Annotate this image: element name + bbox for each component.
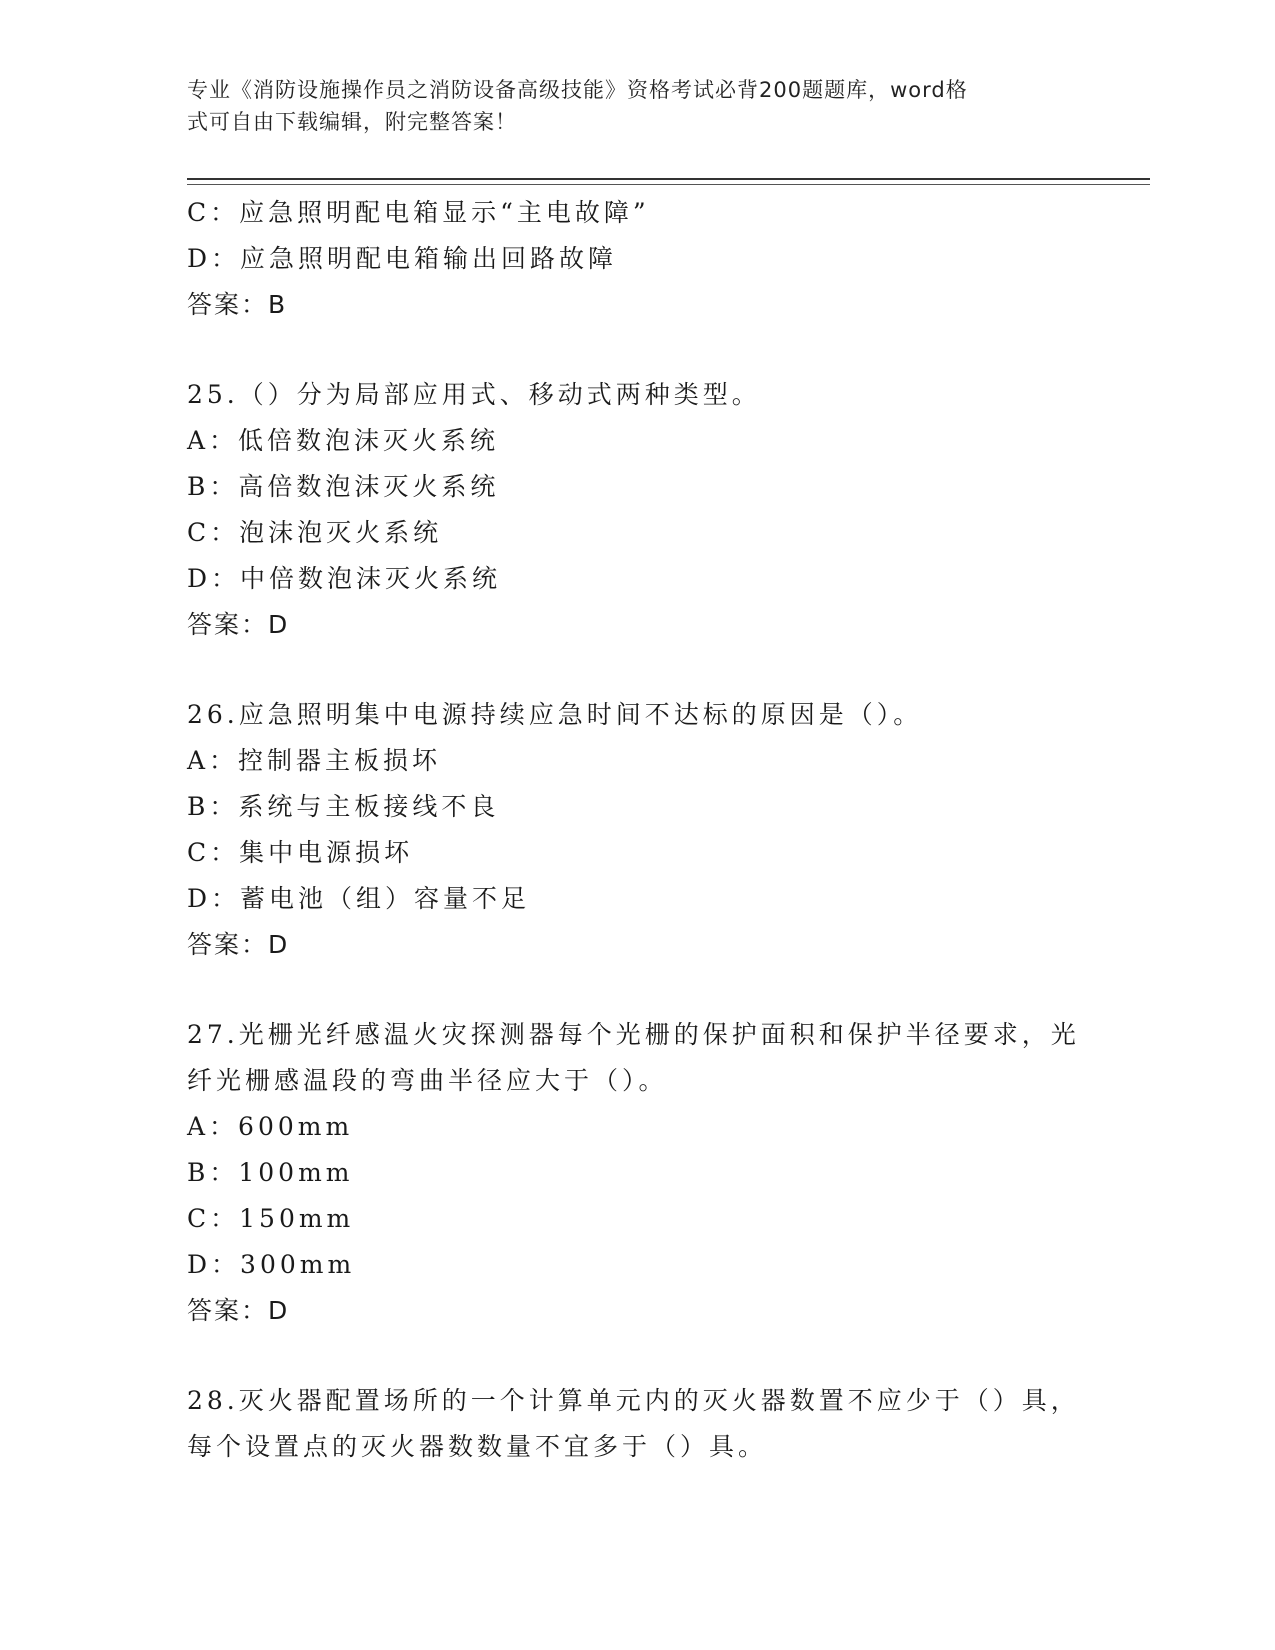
answer-line: 答案：D — [187, 610, 290, 639]
header-divider-thin — [187, 184, 1150, 185]
option-d: D：300mm — [187, 1250, 356, 1279]
option-c: C：应急照明配电箱显示“主电故障” — [187, 198, 650, 227]
document-header — [187, 74, 1087, 138]
option-b: B：系统与主板接线不良 — [187, 792, 500, 821]
question-stem-line-1: 28.灭火器配置场所的一个计算单元内的灭火器数置不应少于（）具， — [187, 1386, 1080, 1415]
option-c: C：泡沫泡灭火系统 — [187, 518, 443, 547]
question-stem-line-1: 27.光栅光纤感温火灾探测器每个光栅的保护面积和保护半径要求，光 — [187, 1020, 1080, 1049]
question-28 — [187, 1378, 1087, 1470]
question-list — [187, 190, 1087, 1470]
question-stem-line-2: 每个设置点的灭火器数数量不宜多于（）具。 — [187, 1432, 768, 1461]
option-d: D：蓄电池（组）容量不足 — [187, 884, 531, 913]
option-a: A：低倍数泡沫灭火系统 — [187, 426, 500, 455]
option-b: B：高倍数泡沫灭火系统 — [187, 472, 500, 501]
option-c: C：集中电源损坏 — [187, 838, 414, 867]
question-stem-line-2: 纤光栅感温段的弯曲半径应大于（）。 — [187, 1066, 668, 1095]
option-b: B：100mm — [187, 1158, 354, 1187]
option-a: A：控制器主板损坏 — [187, 746, 442, 775]
question-24 — [187, 190, 1087, 328]
header-divider-thick — [187, 178, 1150, 180]
option-d: D：应急照明配电箱输出回路故障 — [187, 244, 618, 273]
answer-line: 答案：D — [187, 930, 290, 959]
question-stem: 25.（）分为局部应用式、移动式两种类型。 — [187, 380, 761, 409]
option-a: A：600mm — [187, 1112, 354, 1141]
question-stem: 26.应急照明集中电源持续应急时间不达标的原因是（）。 — [187, 700, 923, 729]
header-line-2: 式可自由下载编辑，附完整答案！ — [187, 110, 517, 134]
header-line-1: 专业《消防设施操作员之消防设备高级技能》资格考试必背200题题库，word格 — [187, 78, 968, 102]
question-27 — [187, 1012, 1087, 1334]
option-c: C：150mm — [187, 1204, 355, 1233]
question-25 — [187, 372, 1087, 648]
option-d: D：中倍数泡沫灭火系统 — [187, 564, 502, 593]
answer-line: 答案：D — [187, 1296, 290, 1325]
answer-line: 答案：B — [187, 290, 288, 319]
question-26 — [187, 692, 1087, 968]
